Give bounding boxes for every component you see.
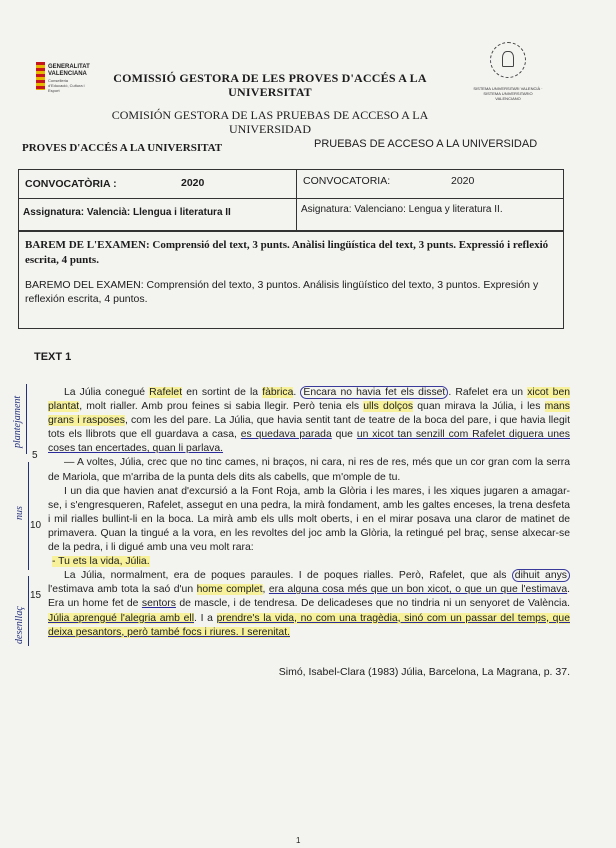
margin-bracket [28,462,29,570]
baremo-box [18,231,564,329]
line-number: 15 [30,590,42,601]
convocatoria-year-es: 2020 [451,175,475,187]
paragraph: La Júlia conegué Rafelet en sortint de la fàbrica. Encara no havia fet els disset . Rafelet era un xicot ben plantat, molt rialler. Amb prou feines si sabia llegir. Però tenia els ulls dolços quan mirava la Júlia, i les mans grans i rasposes, com les del pare. La Júlia, que havia sentit tant de teatre de la boca del pare, i que havia llegit tots els llibrots que ell guardava a casa, es quedava parada que un xicot tan senzill com Rafelet diguera unes coses tan encertades, quan li parlava. [48,387,571,455]
logo-left-line1: GENERALITAT [48,64,90,70]
convocatoria-label-es: CONVOCATORIA: [303,175,391,187]
title-spanish: COMISIÓN GESTORA DE LAS PRUEBAS DE ACCESO A LA UNIVERSIDAD [111,108,429,136]
generalitat-flag-icon [36,62,45,90]
baremo-spanish: BAREMO DEL EXAMEN: Comprensión del texto, 3 puntos. Análisis lingüístico del texto, 3 puntos. Expresión y reflexión escrita, 4 puntos. [25,279,539,305]
convocatoria-table [18,169,564,231]
seal-icon [490,42,526,78]
paragraph: - Tu ets la vida, Júlia. [52,556,150,568]
margin-bracket [28,576,29,646]
subtitle-spanish: PRUEBAS DE ACCESO A LA UNIVERSIDAD [314,138,538,150]
convocatoria-label-ca: CONVOCATÒRIA : [25,178,117,190]
logo-right-text: SISTEMA UNIVERSITARI VALENCIÀ · SISTEMA UNIVERSITARIO VALENCIANO [473,86,543,101]
table-divider [19,198,563,199]
title-valencian: COMISSIÓ GESTORA DE LES PROVES D'ACCÉS A LA UNIVERSITAT [113,71,427,99]
paragraph: La Júlia, normalment, era de poques paraules. I de poques rialles. Però, Rafelet, que als dihuit anys l'estimava amb tota la saó d'un home complet, era alguna cosa més que un bon xicot, o que un que l'estimava. Era un home fet de sentors de mascle, i de tendresa. De delicadeses que no tindria ni un senyoret de València. Júlia aprengué l'alegria amb ell. I a prendre's la vida, no com una tragèdia, sinó com un passar del temps, que deixa pesantors, però també focs i riures. I serenitat. [48,570,571,638]
line-number: 10 [30,520,42,531]
generalitat-logo [36,62,88,104]
university-system-logo [472,42,544,108]
logo-left-line2: VALENCIANA [48,71,87,77]
margin-note-desenllac: desenllaç [14,606,25,644]
text-heading: TEXT 1 [34,351,72,363]
literary-text [48,386,570,640]
page-number: 1 [296,836,301,845]
table-divider [296,170,297,230]
line-number: 5 [32,450,38,461]
margin-note-nus: nus [14,506,25,520]
subject-es: Asignatura: Valenciano: Lengua y literatura II. [301,204,503,215]
paragraph: I un dia que havien anat d'excursió a la Font Roja, amb la Glòria i les mares, i les xiques jugaren a amagar-se, i s'engresqueren, Rafelet, assegut en una pedra, la mirà fondament, amb les galtes enceses, la trena desfeta i mil rialles bullint-li en la boca. La mirà amb els ulls molt oberts, i en el mirar posava una claror de matinet de primavera. Quan la tingué a la vora, en les revoltes del joc amb la Glòria, la retingué pel braç, sense alxecar-se de la pedra, i li digué amb una veu molt rara: [48,485,570,554]
subject-ca: Assignatura: Valencià: Llengua i literatura II [23,207,231,218]
baremo-valencian: BAREM DE L'EXAMEN: Comprensió del text, 3 punts. Anàlisi lingüística del text, 3 punts. Expressió i reflexió escrita, 4 punts. [25,239,549,266]
paragraph: — A voltes, Júlia, crec que no tinc cames, ni braços, ni cara, ni res de res, més que un cor gran com la serra de Mariola, que m'arriba de la punta dels dits als cabells, que m'omple de tu. [48,457,570,483]
convocatoria-year-ca: 2020 [181,177,205,189]
logo-left-small: Conselleria d'Educació, Cultura i Esport [48,78,85,93]
margin-bracket [26,384,27,454]
citation: Simó, Isabel-Clara (1983) Júlia, Barcelona, La Magrana, p. 37. [278,666,570,678]
margin-note-plantejament: plantejament [12,395,23,448]
subtitle-valencian: PROVES D'ACCÉS A LA UNIVERSITAT [22,142,223,154]
